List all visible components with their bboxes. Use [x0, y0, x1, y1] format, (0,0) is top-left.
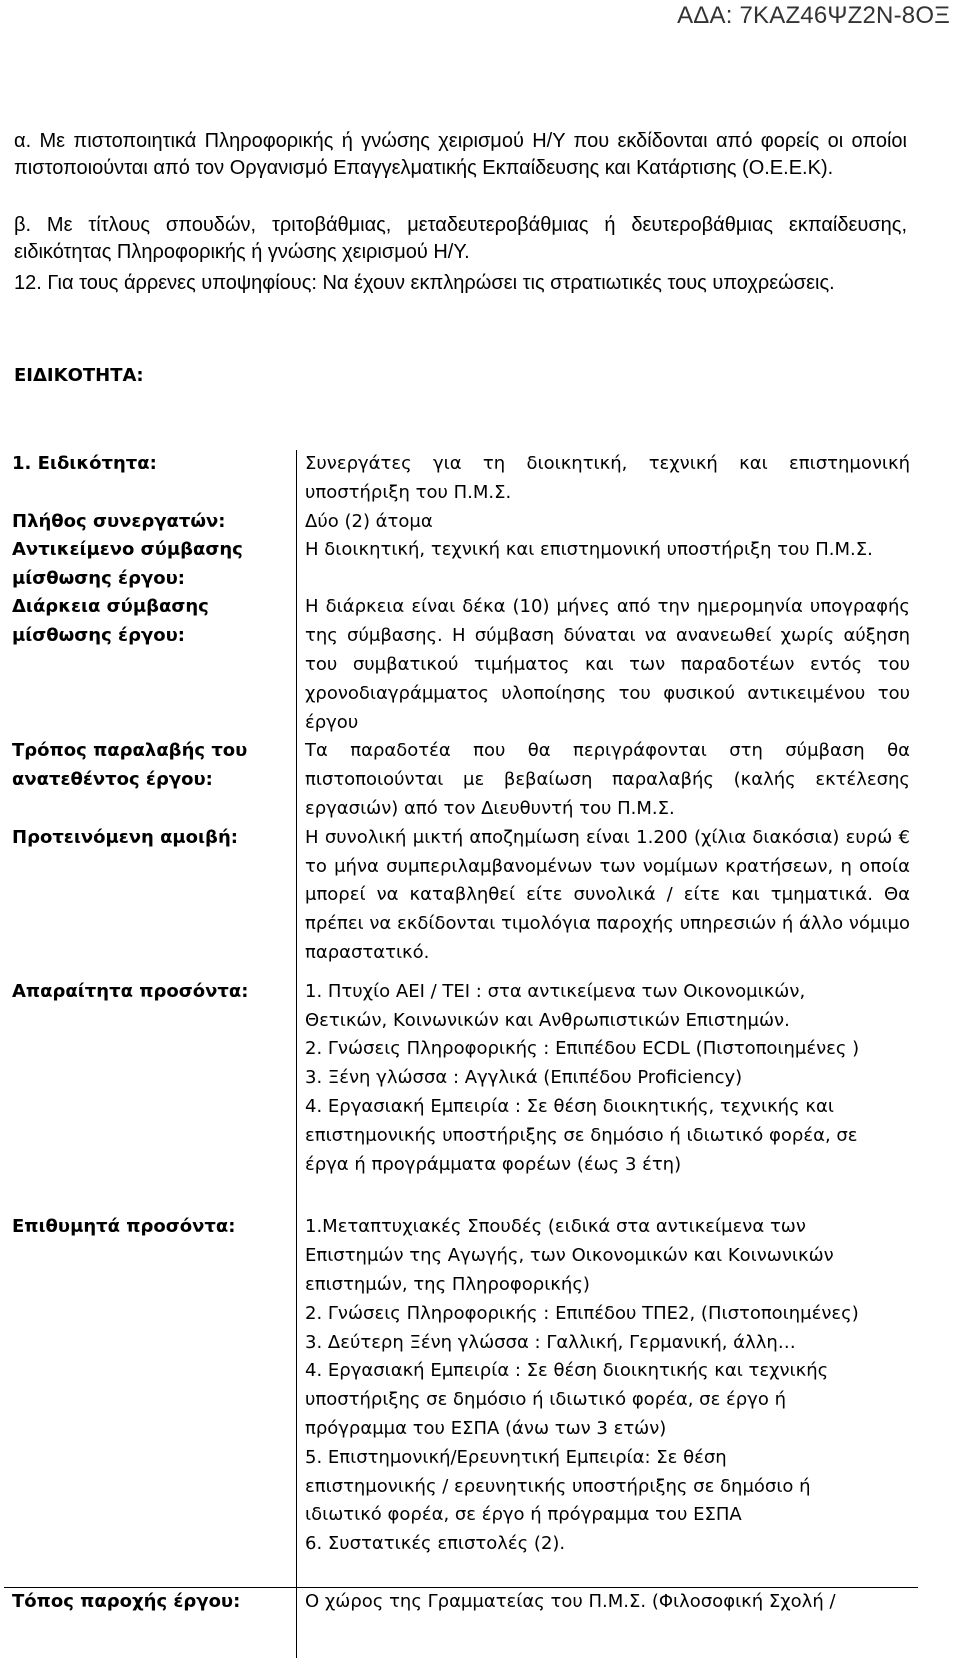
- desired-item: 6. Συστατικές επιστολές (2).: [305, 1533, 566, 1555]
- count-label: Πλήθος συνεργατών:: [12, 510, 226, 532]
- intro-item-a-text: α. Με πιστοποιητικά Πληροφορικής ή γνώσης χειρισμού Η/Υ που εκδίδονται από φορείς οι οποίοι πιστοποιούνται από τον Οργανισμό Επαγγελματικής Εκπαίδευσης και Κατάρτισης (Ο.Ε.Ε.Κ).: [14, 130, 907, 179]
- fee-value: Η συνολική μικτή αποζημίωση είναι 1.200 (χίλια διακόσια) ευρώ € το μήνα συμπεριλαμβανομένων των νομίμων κρατήσεων, η οποία μπορεί να καταβληθεί είτε συνολικά / είτε και τμηματικά. Θα πρέπει να εκδίδονται τιμολόγια παροχής υπηρεσιών ή άλλο νόμιμο παραστατικό.: [305, 826, 910, 963]
- ada-header: ΑΔΑ: 7ΚΑΖ46ΨΖ2Ν-8ΟΞ: [677, 2, 950, 29]
- required-label: Απαραίτητα προσόντα:: [12, 980, 249, 1002]
- subject-label: Αντικείμενο σύμβασης μίσθωσης έργου:: [12, 539, 243, 589]
- row-value-cell: [297, 450, 919, 508]
- intro-item-b-text: β. Με τίτλους σπουδών, τριτοβάθμιας, μεταδευτεροβάθμιας ή δευτεροβάθμιας εκπαίδευσης, ειδικότητας Πληροφορικής ή γνώσης χειρισμού Η/Υ.: [14, 214, 907, 263]
- specialty-label: 1. Ειδικότητα:: [12, 453, 157, 474]
- row-value-cell: [297, 1213, 919, 1587]
- subject-value: Η διοικητική, τεχνική και επιστημονική υποστήριξη του Π.Μ.Σ.: [305, 539, 873, 561]
- row-label-cell: [4, 593, 297, 737]
- row-label-cell: [4, 1213, 297, 1587]
- location-value: Ο χώρος της Γραμματείας του Π.Μ.Σ. (Φιλοσοφική Σχολή /: [305, 1590, 836, 1612]
- row-value-cell: [297, 978, 919, 1214]
- desired-item: 1.Μεταπτυχιακές Σπουδές (ειδικά στα αντικείμενα των: [305, 1216, 806, 1238]
- required-item: έργα ή προγράμματα φορέων (έως 3 έτη): [305, 1153, 682, 1175]
- intro-item-12: [14, 270, 907, 297]
- specialty-value: Συνεργάτες για τη διοικητική, τεχνική και επιστημονική υποστήριξη του Π.Μ.Σ.: [305, 453, 910, 503]
- row-label-cell: [4, 824, 297, 978]
- table-row-specialty: [4, 450, 918, 508]
- specialty-table: [4, 450, 918, 1658]
- row-label-cell: [4, 536, 297, 593]
- desired-item: πρόγραμμα του ΕΣΠΑ (άνω των 3 ετών): [305, 1417, 667, 1439]
- desired-item: επιστημών, της Πληροφορικής): [305, 1273, 590, 1295]
- row-value-cell: [297, 824, 919, 978]
- table-row-count: [4, 508, 918, 537]
- duration-label: Διάρκεια σύμβασης μίσθωσης έργου:: [12, 596, 209, 646]
- acceptance-value: Τα παραδοτέα που θα περιγράφονται στη σύμβαση θα πιστοποιούνται με βεβαίωση παραλαβής (καλής εκτέλεσης εργασιών) από τον Διευθυντή του Π.Μ.Σ.: [305, 740, 910, 819]
- required-item: 3. Ξένη γλώσσα : Αγγλικά (Επιπέδου Proficiency): [305, 1067, 743, 1089]
- required-item: 1. Πτυχίο ΑΕΙ / ΤΕΙ : στα αντικείμενα των Οικονομικών,: [305, 980, 806, 1002]
- desired-item: 4. Εργασιακή Εμπειρία : Σε θέση διοικητικής και τεχνικής: [305, 1360, 829, 1382]
- intro-item-12-text: 12. Για τους άρρενες υποψηφίους: Να έχουν εκπληρώσει τις στρατιωτικές τους υποχρεώσεις.: [14, 272, 835, 294]
- fee-label: Προτεινόμενη αμοιβή:: [12, 826, 238, 848]
- intro-item-a: [14, 128, 907, 182]
- desired-label: Επιθυμητά προσόντα:: [12, 1216, 236, 1238]
- location-label: Τόπος παροχής έργου:: [12, 1590, 241, 1612]
- row-value-cell: [297, 536, 919, 593]
- row-value-cell: [297, 508, 919, 537]
- table-row-acceptance: [4, 737, 918, 823]
- required-item: 4. Εργασιακή Εμπειρία : Σε θέση διοικητικής, τεχνικής και: [305, 1095, 834, 1117]
- row-label-cell: [4, 450, 297, 508]
- desired-item: 5. Επιστημονική/Ερευνητική Εμπειρία: Σε θέση: [305, 1446, 727, 1468]
- intro-item-b: [14, 212, 907, 266]
- desired-item: 2. Γνώσεις Πληροφορικής : Επιπέδου ΤΠΕ2, (Πιστοποιημένες): [305, 1302, 859, 1324]
- row-label-cell: [4, 508, 297, 537]
- acceptance-label: Τρόπος παραλαβής του ανατεθέντος έργου:: [12, 740, 248, 790]
- desired-item: ιδιωτικό φορέα, σε έργο ή πρόγραμμα του ΕΣΠΑ: [305, 1504, 742, 1526]
- duration-value: Η διάρκεια είναι δέκα (10) μήνες από την ημερομηνία υπογραφής της σύμβασης. Η σύμβαση δύναται να ανανεωθεί χωρίς αύξηση του συμβατικού τιμήματος και των παραδοτέων εντός του χρονοδιαγράμματος υλοποίησης του φυσικού αντικειμένου του έργου: [305, 596, 910, 733]
- table-row-required: [4, 978, 918, 1214]
- desired-item: υποστήριξης σε δημόσιο ή ιδιωτικό φορέα, σε έργο ή: [305, 1389, 786, 1411]
- desired-item: 3. Δεύτερη Ξένη γλώσσα : Γαλλική, Γερμανική, άλλη…: [305, 1331, 796, 1353]
- required-item: Θετικών, Κοινωνικών και Ανθρωπιστικών Επιστημών.: [305, 1009, 790, 1031]
- count-value: Δύο (2) άτομα: [305, 510, 433, 532]
- required-item: επιστημονικής υποστήριξης σε δημόσιο ή ιδιωτικό φορέα, σε: [305, 1124, 858, 1146]
- row-value-cell: [297, 593, 919, 737]
- required-item: 2. Γνώσεις Πληροφορικής : Επιπέδου ECDL (Πιστοποιημένες ): [305, 1038, 860, 1060]
- row-value-cell: [297, 1587, 919, 1658]
- desired-item: Επιστημών της Αγωγής, των Οικονομικών και Κοινωνικών: [305, 1245, 834, 1267]
- row-label-cell: [4, 737, 297, 823]
- table-row-desired: [4, 1213, 918, 1587]
- row-value-cell: [297, 737, 919, 823]
- row-label-cell: [4, 1587, 297, 1658]
- table-row-subject: [4, 536, 918, 593]
- table-row-location: [4, 1587, 918, 1658]
- row-label-cell: [4, 978, 297, 1214]
- table-row-fee: [4, 824, 918, 978]
- section-heading: ΕΙΔΙΚΟΤΗΤΑ:: [14, 365, 144, 386]
- table-row-duration: [4, 593, 918, 737]
- desired-item: επιστημονικής / ερευνητικής υποστήριξης σε δημόσιο ή: [305, 1475, 811, 1497]
